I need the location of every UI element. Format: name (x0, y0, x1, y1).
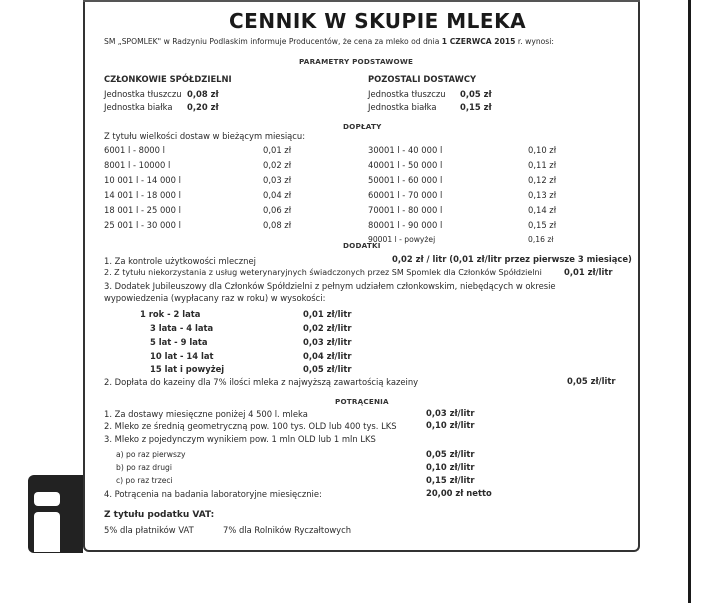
volume-bonus: 0,14 zł (528, 205, 557, 215)
addon-milk-control-label: 1. Za kontrole użytkowości mlecznej (104, 256, 256, 266)
addon-vet-label: 2. Z tytułu niekorzystania z usług weterynaryjnych świadczonych przez SM Spomlek dla Członków Spółdzielni (104, 268, 542, 277)
intro-text (104, 38, 554, 46)
jubilee-rate: 0,01 zł/litr (303, 309, 352, 319)
others-heading: POZOSTALI DOSTAWCY (368, 74, 477, 84)
members-heading: CZŁONKOWIE SPÓŁDZIELNI (104, 74, 232, 84)
volume-bonus: 0,12 zł (528, 175, 557, 185)
intro-suffix: r. wynosi: (517, 37, 554, 46)
vat-line-payers: 5% dla płatników VAT (104, 525, 194, 535)
volume-range: 25 001 l - 30 000 l (104, 220, 181, 230)
casein-value: 0,05 zł/litr (567, 376, 616, 386)
deduction-value: 0,10 zł/litr (426, 462, 475, 472)
volume-range: 30001 l - 40 000 l (368, 145, 443, 155)
doplaty-subtitle: Z tytułu wielkości dostaw w bieżącym miesiącu: (104, 131, 306, 141)
volume-bonus: 0,02 zł (263, 160, 292, 170)
jubilee-period: 10 lat - 14 lat (150, 351, 214, 361)
addon-jubilee-line2: wypowiedzenia (wypłacany raz w roku) w wysokości: (104, 293, 326, 303)
volume-range: 70001 l - 80 000 l (368, 205, 443, 215)
section-dodatki-heading: DODATKI (343, 241, 381, 250)
jubilee-rate: 0,05 zł/litr (303, 364, 352, 374)
volume-range: 6001 l - 8000 l (104, 145, 165, 155)
jubilee-rate: 0,03 zł/litr (303, 337, 352, 347)
jubilee-period: 15 lat i powyżej (150, 364, 225, 374)
vat-line-farmers: 7% dla Rolników Ryczałtowych (223, 525, 352, 535)
jubilee-rate: 0,04 zł/litr (303, 351, 352, 361)
volume-bonus: 0,10 zł (528, 145, 557, 155)
volume-range: 50001 l - 60 000 l (368, 175, 443, 185)
others-protein-value: 0,15 zł (460, 102, 492, 112)
addon-vet-value: 0,01 zł/litr (564, 267, 613, 277)
volume-bonus: 0,08 zł (263, 220, 292, 230)
deduction-row: 4. Potrącenia na badania laboratoryjne miesięcznie: (104, 489, 322, 499)
volume-bonus: 0,13 zł (528, 190, 557, 200)
volume-bonus: 0,04 zł (263, 190, 292, 200)
volume-bonus: 0,01 zł (263, 145, 292, 155)
deduction-row: b) po raz drugi (116, 463, 172, 472)
volume-range: 60001 l - 70 000 l (368, 190, 443, 200)
deduction-value: 20,00 zł netto (426, 488, 492, 498)
volume-range: 18 001 l - 25 000 l (104, 205, 181, 215)
members-protein-label: Jednostka białka (104, 102, 173, 112)
deduction-row: 3. Mleko z pojedynczym wynikiem pow. 1 mln OLD lub 1 mln LKS (104, 434, 376, 444)
jubilee-period: 1 rok - 2 lata (140, 309, 201, 319)
addon-jubilee-line1: 3. Dodatek Jubileuszowy dla Członków Spółdzielni z pełnym udziałem członkowskim, niebędących w okresie (104, 281, 556, 291)
section-doplaty-heading: DOPŁATY (343, 122, 382, 131)
deduction-row: a) po raz pierwszy (116, 450, 186, 459)
deduction-row: c) po raz trzeci (116, 476, 173, 485)
deduction-value: 0,10 zł/litr (426, 420, 475, 430)
jubilee-rate: 0,02 zł/litr (303, 323, 352, 333)
section-potracenia-heading: POTRĄCENIA (335, 397, 389, 406)
volume-range: 14 001 l - 18 000 l (104, 190, 181, 200)
addon-milk-control-value: 0,02 zł / litr (0,01 zł/litr przez pierwsze 3 miesiące) (392, 254, 632, 264)
casein-label: 2. Dopłata do kazeiny dla 7% ilości mleka z najwyższą zawartością kazeiny (104, 377, 419, 387)
scan-edge (688, 0, 691, 603)
others-protein-label: Jednostka białka (368, 102, 437, 112)
intro-date: 1 CZERWCA 2015 (441, 37, 516, 46)
brand-logo-dot (34, 492, 60, 506)
brand-logo-stem (34, 512, 60, 552)
deduction-value: 0,05 zł/litr (426, 449, 475, 459)
volume-range: 40001 l - 50 000 l (368, 160, 443, 170)
volume-bonus: 0,03 zł (263, 175, 292, 185)
deduction-value: 0,15 zł/litr (426, 475, 475, 485)
volume-bonus: 0,15 zł (528, 220, 557, 230)
deduction-value: 0,03 zł/litr (426, 408, 475, 418)
others-fat-label: Jednostka tłuszczu (368, 89, 446, 99)
section-params-heading: PARAMETRY PODSTAWOWE (299, 57, 414, 66)
intro-prefix: SM „SPOMLEK" w Radzyniu Podlaskim informuje Producentów, że cena za mleko od dnia (104, 37, 440, 46)
volume-bonus: 0,06 zł (263, 205, 292, 215)
volume-range: 8001 l - 10000 l (104, 160, 171, 170)
jubilee-period: 3 lata - 4 lata (150, 323, 214, 333)
members-protein-value: 0,20 zł (187, 102, 219, 112)
jubilee-period: 5 lat - 9 lata (150, 337, 208, 347)
deduction-row: 2. Mleko ze średnią geometryczną pow. 100 tys. OLD lub 400 tys. LKS (104, 421, 397, 431)
sheet-top-edge (83, 0, 640, 2)
members-fat-value: 0,08 zł (187, 89, 219, 99)
volume-bonus: 0,11 zł (528, 160, 557, 170)
volume-range: 80001 l - 90 000 l (368, 220, 443, 230)
volume-range: 90001 l - powyżej (368, 235, 436, 244)
deduction-row: 1. Za dostawy miesięczne poniżej 4 500 l. mleka (104, 409, 308, 419)
volume-range: 10 001 l - 14 000 l (104, 175, 181, 185)
page-title: CENNIK W SKUPIE MLEKA (229, 9, 527, 33)
volume-bonus: 0,16 zł (528, 235, 554, 244)
members-fat-label: Jednostka tłuszczu (104, 89, 182, 99)
others-fat-value: 0,05 zł (460, 89, 492, 99)
vat-heading: Z tytułu podatku VAT: (104, 510, 215, 520)
